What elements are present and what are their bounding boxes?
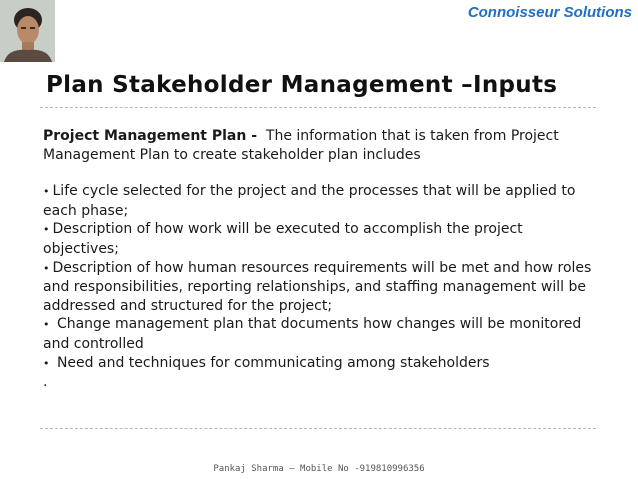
trailing-dot: . xyxy=(43,374,48,391)
intro-text: The information that is taken from Project Management Plan to create stakeholder plan includes xyxy=(43,128,564,163)
bullet-item xyxy=(43,315,603,353)
bullet-glyph: • xyxy=(43,318,50,332)
bullet-item xyxy=(43,354,603,374)
brand-name: Connoisseur Solutions xyxy=(467,4,632,21)
spacer xyxy=(43,164,603,182)
bullet-list xyxy=(43,182,603,373)
bullet-text: Change management plan that documents how changes will be monitored and controlled xyxy=(43,316,586,352)
bullet-item xyxy=(43,259,603,316)
slide-body xyxy=(43,127,603,392)
bullet-text: Description of how work will be executed to accomplish the project objectives; xyxy=(43,221,528,257)
bullet-glyph: • xyxy=(43,356,50,370)
presenter-photo-image xyxy=(0,0,55,62)
bullet-glyph: • xyxy=(43,223,50,237)
intro-paragraph xyxy=(43,127,603,164)
bullet-item xyxy=(43,182,603,220)
bullet-glyph: • xyxy=(43,261,50,275)
bullet-glyph: • xyxy=(43,185,50,199)
footer-contact: Pankaj Sharma – Mobile No -919810996356 xyxy=(213,464,425,474)
bullet-text: Need and techniques for communicating among stakeholders xyxy=(52,354,490,371)
bullet-text: Life cycle selected for the project and the processes that will be applied to each phase; xyxy=(43,183,580,219)
bullet-item xyxy=(43,220,603,258)
presenter-photo xyxy=(0,0,55,62)
footer-divider xyxy=(40,428,596,429)
title-divider xyxy=(40,107,596,108)
slide-title: Plan Stakeholder Management –Inputs xyxy=(46,72,558,98)
intro-lead: Project Management Plan - xyxy=(43,128,258,144)
bullet-text: Description of how human resources requirements will be met and how roles and responsibilities, reporting relationships, and staffing management will be addressed and structured for the project; xyxy=(43,259,596,314)
